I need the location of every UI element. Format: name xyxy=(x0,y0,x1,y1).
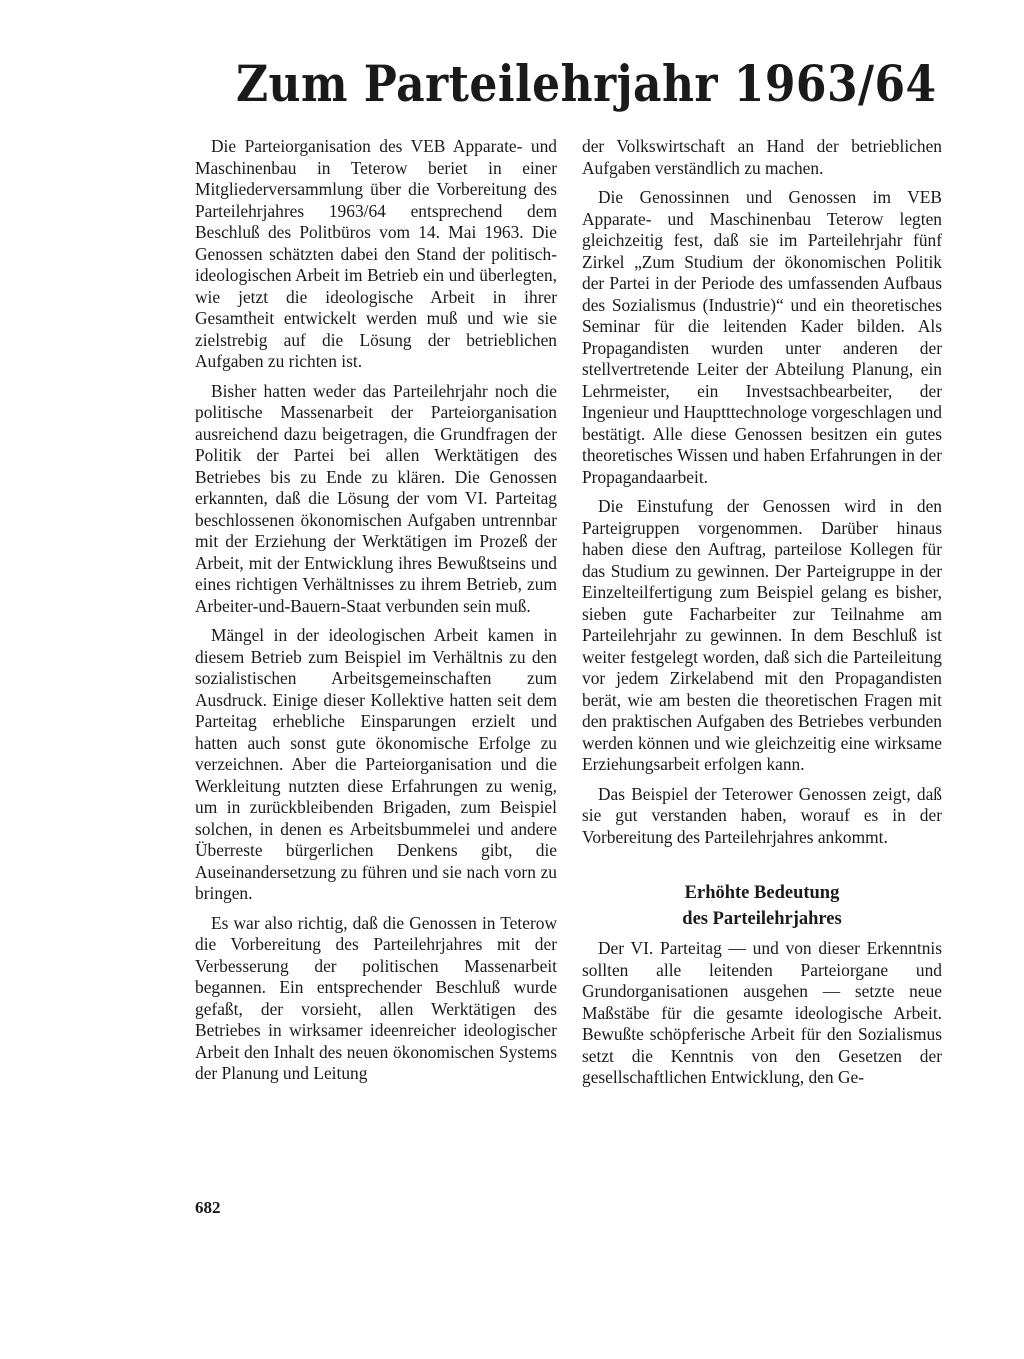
section-heading-line: des Parteilehrjahres xyxy=(682,909,842,929)
article-title: Zum Parteilehrjahr 1963/64 xyxy=(236,54,937,113)
left-column xyxy=(195,136,557,1093)
section-heading-line: Erhöhte Bedeutung xyxy=(684,883,840,903)
paragraph-continued: der Volkswirtschaft an Hand der betrieblichen Aufgaben verständlich zu machen. xyxy=(582,136,942,178)
paragraph: Mängel in der ideologischen Arbeit kamen in diesem Betrieb zum Beispiel im Verhältnis zu den sozialistischen Arbeitsgemeinschaften zum Ausdruck. Einige dieser Kollektive hatten seit dem Parteitag erhebliche Einsparungen erzielt und hatten auch sonst gute ökonomische Erfolge zu verzeichnen. Aber die Parteiorganisation und die Werkleitung nutzten diese Erfahrungen zu wenig, um in zurückbleibenden Brigaden, zum Beispiel solchen, in denen es Arbeitsbummelei und andere Überreste bürgerlichen Denkens gibt, die Auseinandersetzung zu führen und sie nach vorn zu bringen. xyxy=(195,625,557,903)
section-heading xyxy=(582,880,942,932)
paragraph: Die Einstufung der Genossen wird in den Parteigruppen vorgenommen. Darüber hinaus haben diese den Auftrag, parteilose Kollegen für das Studium zu gewinnen. Der Parteigruppe in der Einzelteilfertigung zum Beispiel gelang es bisher, sieben gute Facharbeiter zur Teilnahme am Parteilehrjahr zu gewinnen. In dem Beschluß ist weiter festgelegt worden, daß sich die Parteileitung vor jedem Zirkelabend mit den Propagandisten berät, wie am besten die theoretischen Fragen mit den praktischen Aufgaben des Betriebes verbunden werden können und wie gleichzeitig eine wirksame Erziehungsarbeit erfolgen kann. xyxy=(582,496,942,774)
paragraph: Das Beispiel der Teterower Genossen zeigt, daß sie gut verstanden haben, worauf es in der Vorbereitung des Parteilehrjahres ankommt. xyxy=(582,783,942,847)
paragraph: Es war also richtig, daß die Genossen in Teterow die Vorbereitung des Parteilehrjahres mit der Verbesserung der politischen Massenarbeit begannen. Ein entsprechender Beschluß wurde gefaßt, der vorsieht, allen Werktätigen des Betriebes in wirksamer ideenreicher ideologischer Arbeit den Inhalt des neuen ökonomischen Systems der Planung und Leitung xyxy=(195,912,557,1083)
paragraph: Bisher hatten weder das Parteilehrjahr noch die politische Massenarbeit der Parteiorganisation ausreichend dazu beigetragen, die Grundfragen der Politik der Partei bei allen Werktätigen des Betriebes bis zu Ende zu klären. Die Genossen erkannten, daß die Lösung der vom VI. Parteitag beschlossenen ökonomischen Aufgaben untrennbar mit der Erziehung der Werktätigen im Prozeß der Arbeit, mit der Entwicklung ihres Bewußtseins und eines richtigen Verhältnisses zu ihrem Betrieb, zum Arbeiter-und-Bauern-Staat verbunden sein muß. xyxy=(195,380,557,616)
paragraph: Die Genossinnen und Genossen im VEB Apparate- und Maschinenbau Teterow legten gleichzeitig fest, daß sie im Parteilehrjahr fünf Zirkel „Zum Studium der ökonomischen Politik der Partei in der Periode des umfassenden Aufbaus des Sozialismus (Industrie)“ und ein theoretisches Seminar für die leitenden Kader bilden. Als Propagandisten wurden unter anderen der stellvertretende Leiter der Abteilung Planung, ein Lehrmeister, ein Investsachbearbeiter, der Ingenieur und Hauptttechnologe vorgeschlagen und bestätigt. Alle diese Genossen besitzen ein gutes theoretisches Wissen und haben Erfahrungen in der Propagandaarbeit. xyxy=(582,187,942,487)
paragraph: Der VI. Parteitag — und von dieser Erkenntnis sollten alle leitenden Parteiorgane und Grundorganisationen ausgehen — setzte neue Maßstäbe für die gesamte ideologische Arbeit. Bewußte schöpferische Arbeit für den Sozialismus setzt die Kenntnis von den Gesetzen der gesellschaftlichen Entwicklung, den Ge- xyxy=(582,938,942,1087)
right-column xyxy=(582,136,942,1097)
paragraph: Die Parteiorganisation des VEB Apparate- und Maschinenbau in Teterow beriet in einer Mitgliederversammlung über die Vorbereitung des Parteilehrjahres 1963/64 entsprechend dem Beschluß des Politbüros vom 14. Mai 1963. Die Genossen schätzten dabei den Stand der politisch-ideologischen Arbeit im Betrieb ein und überlegten, wie jetzt die ideologische Arbeit in ihrer Gesamtheit entwickelt werden muß und wie sie zielstrebig auf die Lösung der betrieblichen Aufgaben zu richten ist. xyxy=(195,136,557,371)
page-number: 682 xyxy=(195,1198,221,1217)
